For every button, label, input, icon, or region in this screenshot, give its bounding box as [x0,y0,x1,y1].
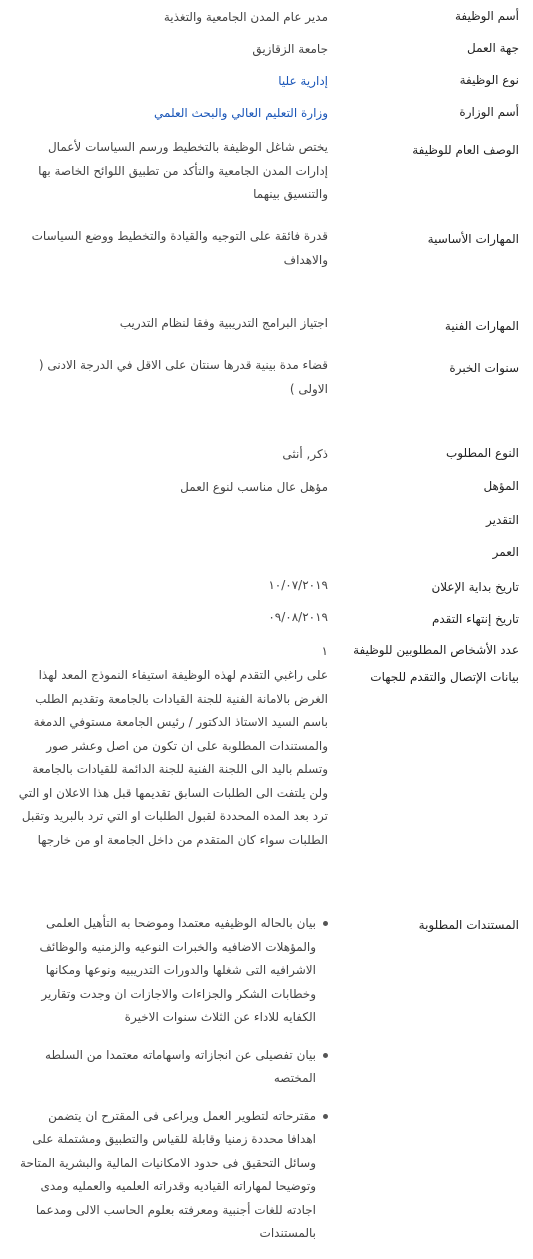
documents-label: المستندات المطلوبة [418,918,519,932]
employer-label: جهة العمل [466,41,519,55]
gender-label: النوع المطلوب [445,446,519,460]
experience-label: سنوات الخبرة [449,361,519,375]
document-item: بيان تفصيلى عن انجازاته واسهاماته معتمدا من السلطه المختصه [18,1044,328,1091]
description-value: يختص شاغل الوظيفة بالتخطيط ورسم السياسات لأعمال إدارات المدن الجامعية والتأكد من تطبيق اللوائح الخاصة بها والتنسيق بينهما [38,140,328,201]
grade-label: التقدير [486,513,519,527]
job-title-value: مدير عام المدن الجامعية والتغذية [163,10,328,24]
ministry-label: أسم الوزارة [459,105,519,119]
core-skills-label: المهارات الأساسية [427,232,519,246]
ministry-link[interactable]: وزارة التعليم العالي والبحث العلمي [154,106,328,120]
document-item: بيان بالحاله الوظيفيه معتمدا وموضحا به التأهيل العلمى والمؤهلات الاضافيه والخبرات النوعيه والزمنيه والوظائف الاشرافيه التى شغلها والدورات التدريبيه ونوعها ومكانها وخطابات الشكر والجزاءات والاجازات ان وجدت وتقارير الكفايه للاداء عن الثلاث سنوات الاخيرة [18,912,328,1030]
headcount-label: عدد الأشخاص المطلوبين للوظيفة [353,643,519,657]
experience-value: قضاء مدة بينية قدرها سنتان على الاقل في الدرجة الادنى ( الاولى ) [38,358,328,396]
qualification-value: مؤهل عال مناسب لنوع العمل [180,480,328,494]
headcount-value: ١ [321,644,328,658]
end-date-value: ٠٩/٠٨/٢٠١٩ [268,610,328,624]
contact-value: على راغبي التقدم لهذه الوظيفة استيفاء النموذج المعد لهذا الغرض بالامانة الفنية للجنة القيادات بالجامعة وتقديم الطلب باسم السيد الاستاذ الدكتور / رئيس الجامعة مستوفي الدمغة والمستندات المطلوبة على ان تكون من اصل وعشر صور وتسلم باليد الى اللجنة الفنية للجنة الدائمة للقيادات بالجامعة ولن يلتفت الى الطلبات السابق تقديمها قبل هذا الاعلان او التي ترد بعد المده المحددة لقبول الطلبات او التي ترد بالبريد وتقبل الطلبات سواء كان المتقدم من داخل الجامعة او من خارجها [18,668,328,847]
description-label: الوصف العام للوظيفة [412,143,519,157]
technical-skills-label: المهارات الفنية [444,319,519,333]
core-skills-value: قدرة فائقة على التوجيه والقيادة والتخطيط ووضع السياسات والاهداف [31,229,328,267]
end-date-label: تاريخ إنتهاء التقدم [431,612,519,626]
age-label: العمر [492,545,519,559]
documents-list [18,912,328,1246]
start-date-label: تاريخ بداية الإعلان [431,580,519,594]
gender-value: ذكر, أنثى [282,447,328,461]
employer-value: جامعة الزقازيق [252,42,328,56]
documents-list-container [18,912,328,1259]
contact-label: بيانات الإتصال والتقدم للجهات [370,670,519,684]
job-type-label: نوع الوظيفة [459,73,519,87]
technical-skills-value: اجتياز البرامج التدريبية وفقا لنظام التدريب [119,316,328,330]
job-type-link[interactable]: إدارية عليا [278,74,328,88]
document-item: مقترحاته لتطوير العمل ويراعى فى المقترح ان يتضمن اهدافا محددة زمنيا وقابلة للقياس والتطبيق ومشتملة على وسائل التحقيق فى حدود الامكانيات المالية والبشرية المتاحة وتوضيحا لمهاراته القياديه وقدراته العلميه والعمليه ومدى اجادته للغات أجنبية ومعرفته بعلوم الحاسب الالى ومدعما بالمستندات [18,1105,328,1246]
start-date-value: ١٠/٠٧/٢٠١٩ [268,578,328,592]
job-title-label: أسم الوظيفة [454,9,519,23]
qualification-label: المؤهل [483,479,519,493]
